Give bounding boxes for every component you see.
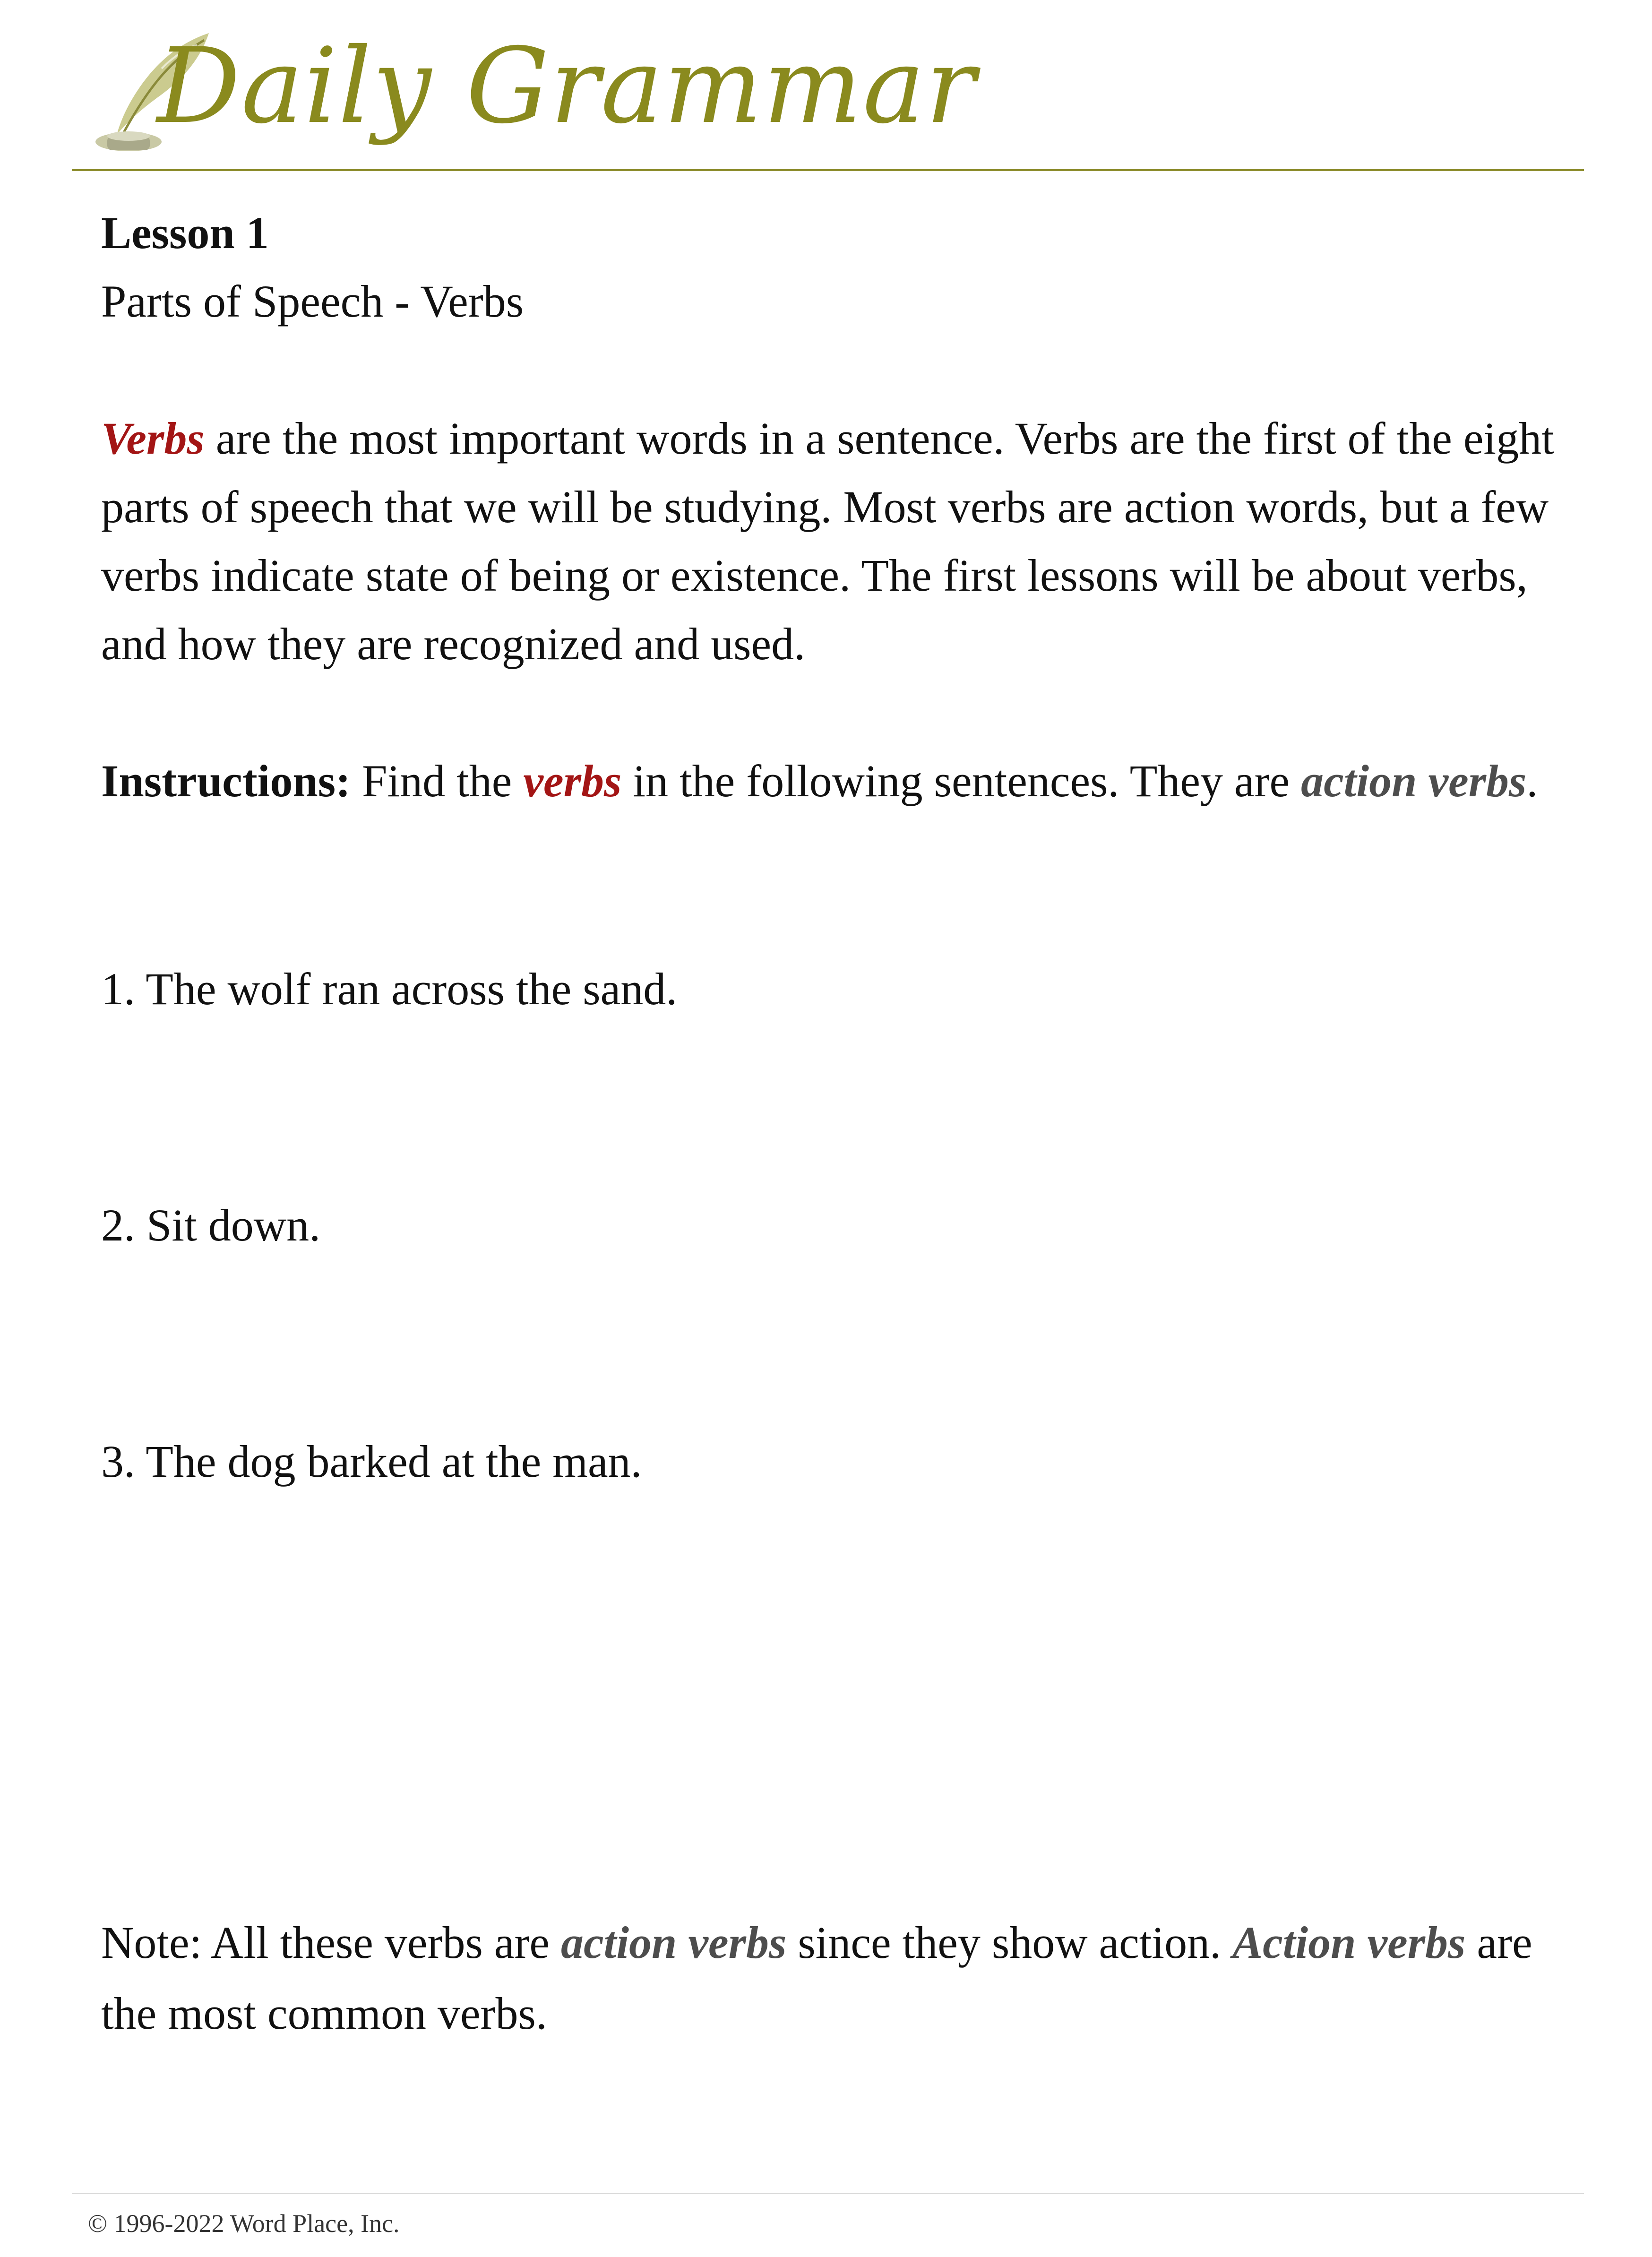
lesson-content xyxy=(101,198,1575,884)
instructions-text-middle: in the following sentences. They are xyxy=(621,756,1301,806)
exercise-item: 2. Sit down. xyxy=(101,1200,321,1250)
exercise-item: 3. The dog barked at the man. xyxy=(101,1436,642,1487)
footer-divider xyxy=(72,2193,1584,2194)
note-emphasis-2: Action verbs xyxy=(1232,1917,1466,1968)
intro-highlight: Verbs xyxy=(101,413,205,464)
lesson-title: Lesson 1 xyxy=(101,207,269,258)
note-emphasis-1: action verbs xyxy=(561,1917,787,1968)
instructions-label: Instructions: xyxy=(101,756,351,806)
logo-text: Daily Grammar xyxy=(157,26,977,146)
header xyxy=(72,19,1584,170)
note-text-middle: since they show action. xyxy=(786,1917,1233,1968)
intro-text: are the most important words in a sentence. Verbs are the first of the eight parts of speech that we will be studying. Most verbs are action words, but a few verbs indicate state of being or existence. The first lessons will be about verbs, and how they are recognized and used. xyxy=(101,413,1554,669)
instructions-text-before: Find the xyxy=(351,756,524,806)
exercise-item: 1. The wolf ran across the sand. xyxy=(101,964,678,1014)
instructions-text-after: . xyxy=(1526,756,1538,806)
note-text-before: Note: All these verbs are xyxy=(101,1917,561,1968)
intro-paragraph xyxy=(101,404,1575,678)
instructions-highlight: verbs xyxy=(523,756,622,806)
instructions-paragraph xyxy=(101,747,1575,815)
copyright-footer: © 1996-2022 Word Place, Inc. xyxy=(88,2209,400,2238)
note-text-after: are the most common verbs. xyxy=(101,1917,1532,2039)
instructions-emphasis: action verbs xyxy=(1301,756,1527,806)
header-divider xyxy=(72,169,1584,171)
lesson-subtitle: Parts of Speech - Verbs xyxy=(101,276,524,327)
note-paragraph xyxy=(101,1907,1575,2049)
